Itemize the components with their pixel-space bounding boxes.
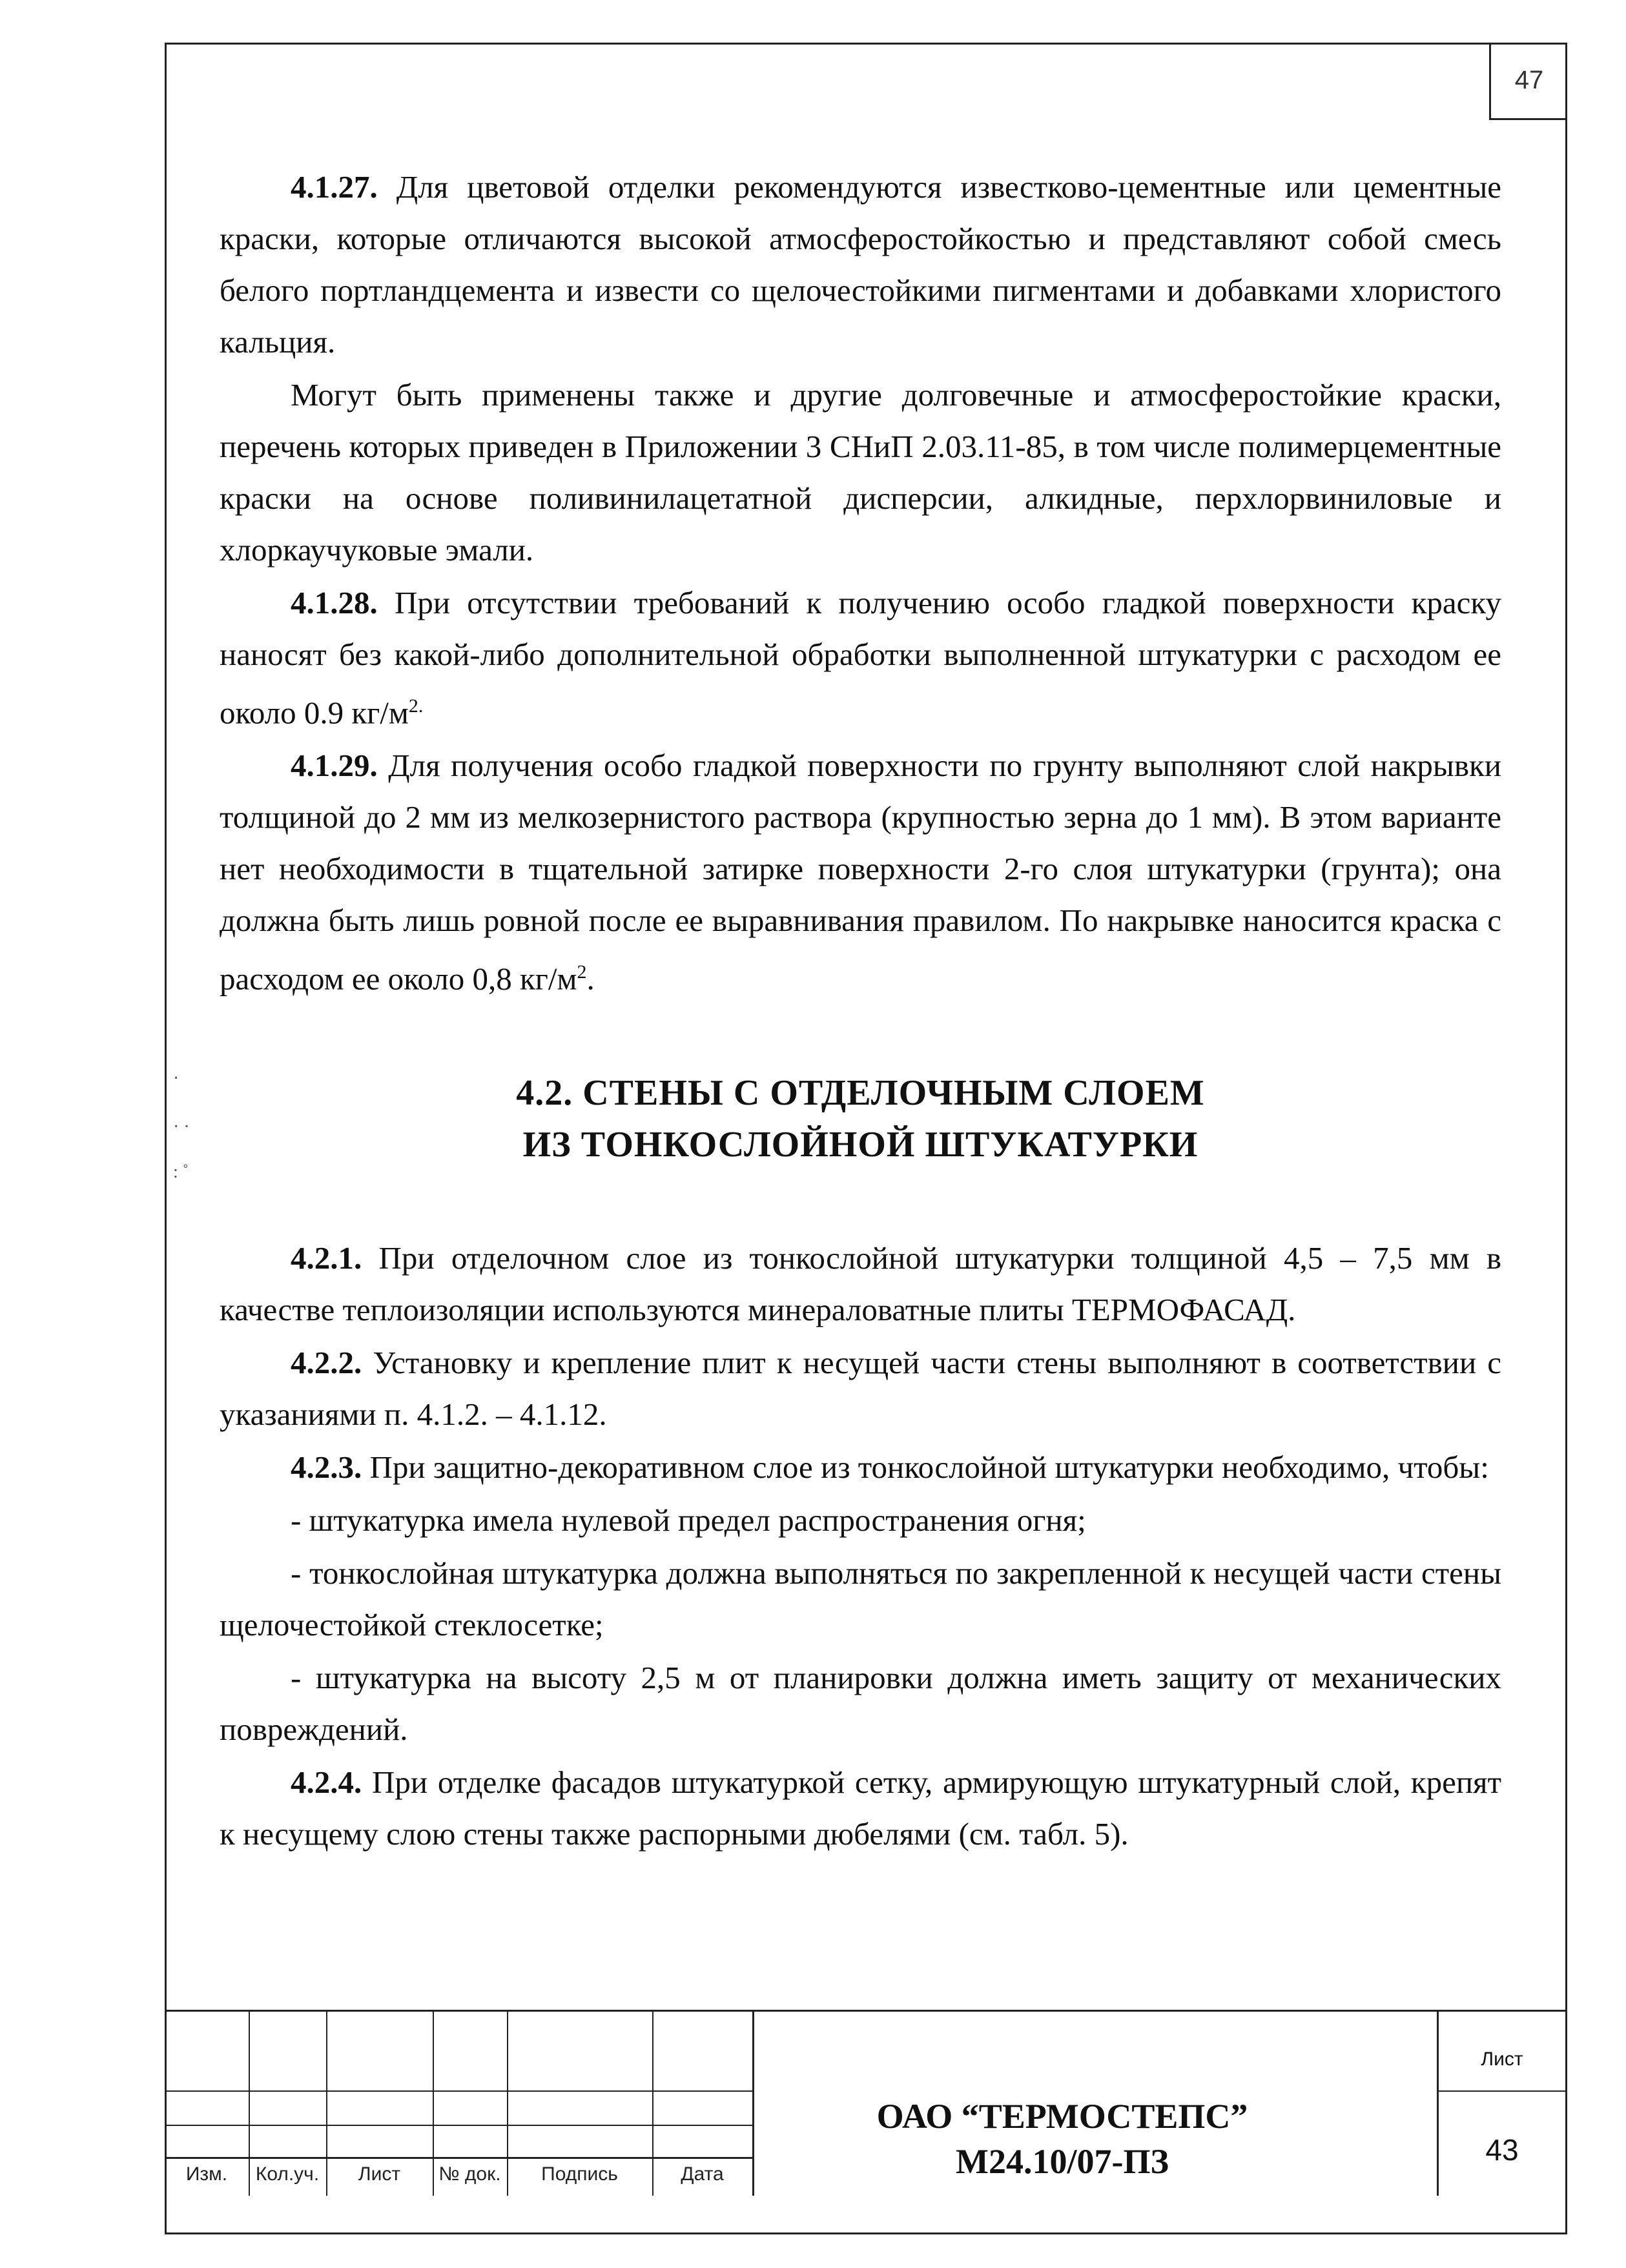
paragraph-4-1-27: [220, 161, 1501, 368]
paragraph-tail: .: [586, 961, 595, 997]
clause-number: 4.2.3.: [291, 1449, 362, 1485]
list-item: [220, 1548, 1501, 1651]
section-heading-line1: 4.2. СТЕНЫ С ОТДЕЛОЧНЫМ СЛОЕМ: [516, 1072, 1205, 1113]
sheet-label: Лист: [1481, 2048, 1523, 2070]
paragraph-text: При отделочном слое из тонкослойной штукатурки толщиной 4,5 – 7,5 мм в качестве теплоизоляции используются минераловатные плиты ТЕРМОФАСАД.: [220, 1240, 1501, 1327]
paragraph-4-1-29: [220, 740, 1501, 1005]
organization-and-code: [752, 2094, 1372, 2184]
grid-row-line: [165, 2090, 752, 2092]
paragraph-text: При отсутствии требований к получению особо гладкой поверхности краску наносят без какой-либо дополнительной обработки выполненной штукатурки с расходом ее около 0.9 кг/м: [220, 585, 1502, 731]
document-body: [220, 161, 1501, 1861]
list-item: [220, 1652, 1501, 1755]
section-heading: [220, 1067, 1501, 1170]
paragraph-4-2-4: [220, 1757, 1501, 1860]
clause-number: 4.1.29.: [291, 748, 378, 784]
clause-number: 4.2.2.: [291, 1344, 362, 1380]
paragraph-paints: [220, 369, 1501, 576]
clause-number: 4.1.28.: [291, 585, 378, 620]
title-block: [165, 2010, 1567, 2234]
section-heading-line2: ИЗ ТОНКОСЛОЙНОЙ ШТУКАТУРКИ: [522, 1124, 1199, 1165]
grid-col-line: [1437, 2010, 1439, 2196]
label-ndok: № док.: [438, 2163, 501, 2185]
list-item-text: - штукатурка на высоту 2,5 м от планировки должна иметь защиту от механических повреждений.: [220, 1659, 1501, 1747]
title-block-top-border: [165, 2010, 1567, 2012]
label-koluch: Кол.уч.: [255, 2163, 320, 2185]
grid-row-line: [1437, 2090, 1567, 2092]
scan-artifact: : ˚: [173, 1162, 189, 1182]
paragraph-4-2-1: [220, 1232, 1501, 1336]
list-item: [220, 1495, 1501, 1546]
clause-number: 4.1.27.: [291, 169, 378, 205]
list-item-text: - штукатурка имела нулевой предел распространения огня;: [291, 1502, 1086, 1538]
superscript: 2.: [408, 695, 424, 717]
organization-name: ОАО “ТЕРМОСТЕПС”: [876, 2097, 1248, 2136]
label-list: Лист: [358, 2163, 401, 2185]
scan-artifact: ·: [173, 1068, 180, 1088]
superscript: 2: [577, 961, 587, 983]
label-izm: Изм.: [185, 2163, 228, 2185]
grid-row-line: [165, 2157, 752, 2159]
paragraph-text: Могут быть применены также и другие долговечные и атмосферостойкие краски, перечень которых приведен в Приложении 3 СНиП 2.03.11-85, в том числе полимерцементные краски на основе поливинилацетатной дисперсии, алкидные, перхлорвиниловые и хлоркаучуковые эмали.: [220, 377, 1501, 567]
document-code: М24.10/07-ПЗ: [956, 2142, 1169, 2181]
clause-number: 4.2.4.: [291, 1764, 362, 1800]
paragraph-4-1-28: [220, 577, 1501, 739]
paragraph-text: Установку и крепление плит к несущей части стены выполняют в соответствии с указаниями п. 4.1.2. – 4.1.12.: [220, 1344, 1502, 1432]
paragraph-4-2-3: [220, 1442, 1501, 1493]
paragraph-text: При отделке фасадов штукатуркой сетку, армирующую штукатурный слой, крепят к несущему слою стены также распорными дюбелями (см. табл. 5).: [220, 1764, 1502, 1852]
sheet-number: 43: [1485, 2133, 1519, 2167]
list-item-text: - тонкослойная штукатурка должна выполняться по закрепленной к несущей части стены щелочестойкой стеклосетке;: [220, 1555, 1501, 1642]
paragraph-text: При защитно-декоративном слое из тонкослойной штукатурки необходимо, чтобы:: [369, 1449, 1489, 1485]
corner-page-number: 47: [1489, 43, 1567, 120]
clause-number: 4.2.1.: [291, 1240, 362, 1276]
scan-artifact: · ·: [173, 1117, 190, 1137]
grid-row-line: [165, 2125, 752, 2126]
paragraph-text: Для получения особо гладкой поверхности по грунту выполняют слой накрывки толщиной до 2 мм из мелкозернистого раствора (крупностью зерна до 1 мм). В этом варианте нет необходимости в тщательной затирке поверхности 2-го слоя штукатурки (грунта); она должна быть лишь ровной после ее выравнивания правилом. По накрывке наносится краска с расходом ее около 0,8 кг/м: [220, 748, 1502, 997]
paragraph-text: Для цветовой отделки рекомендуются известково-цементные или цементные краски, которые отличаются высокой атмосферостойкостью и представляют собой смесь белого портландцемента и извести со щелочестойкими пигментами и добавками хлористого кальция.: [220, 169, 1501, 360]
label-podpis: Подпись: [541, 2163, 618, 2185]
paragraph-4-2-2: [220, 1337, 1501, 1440]
label-data: Дата: [681, 2163, 724, 2185]
